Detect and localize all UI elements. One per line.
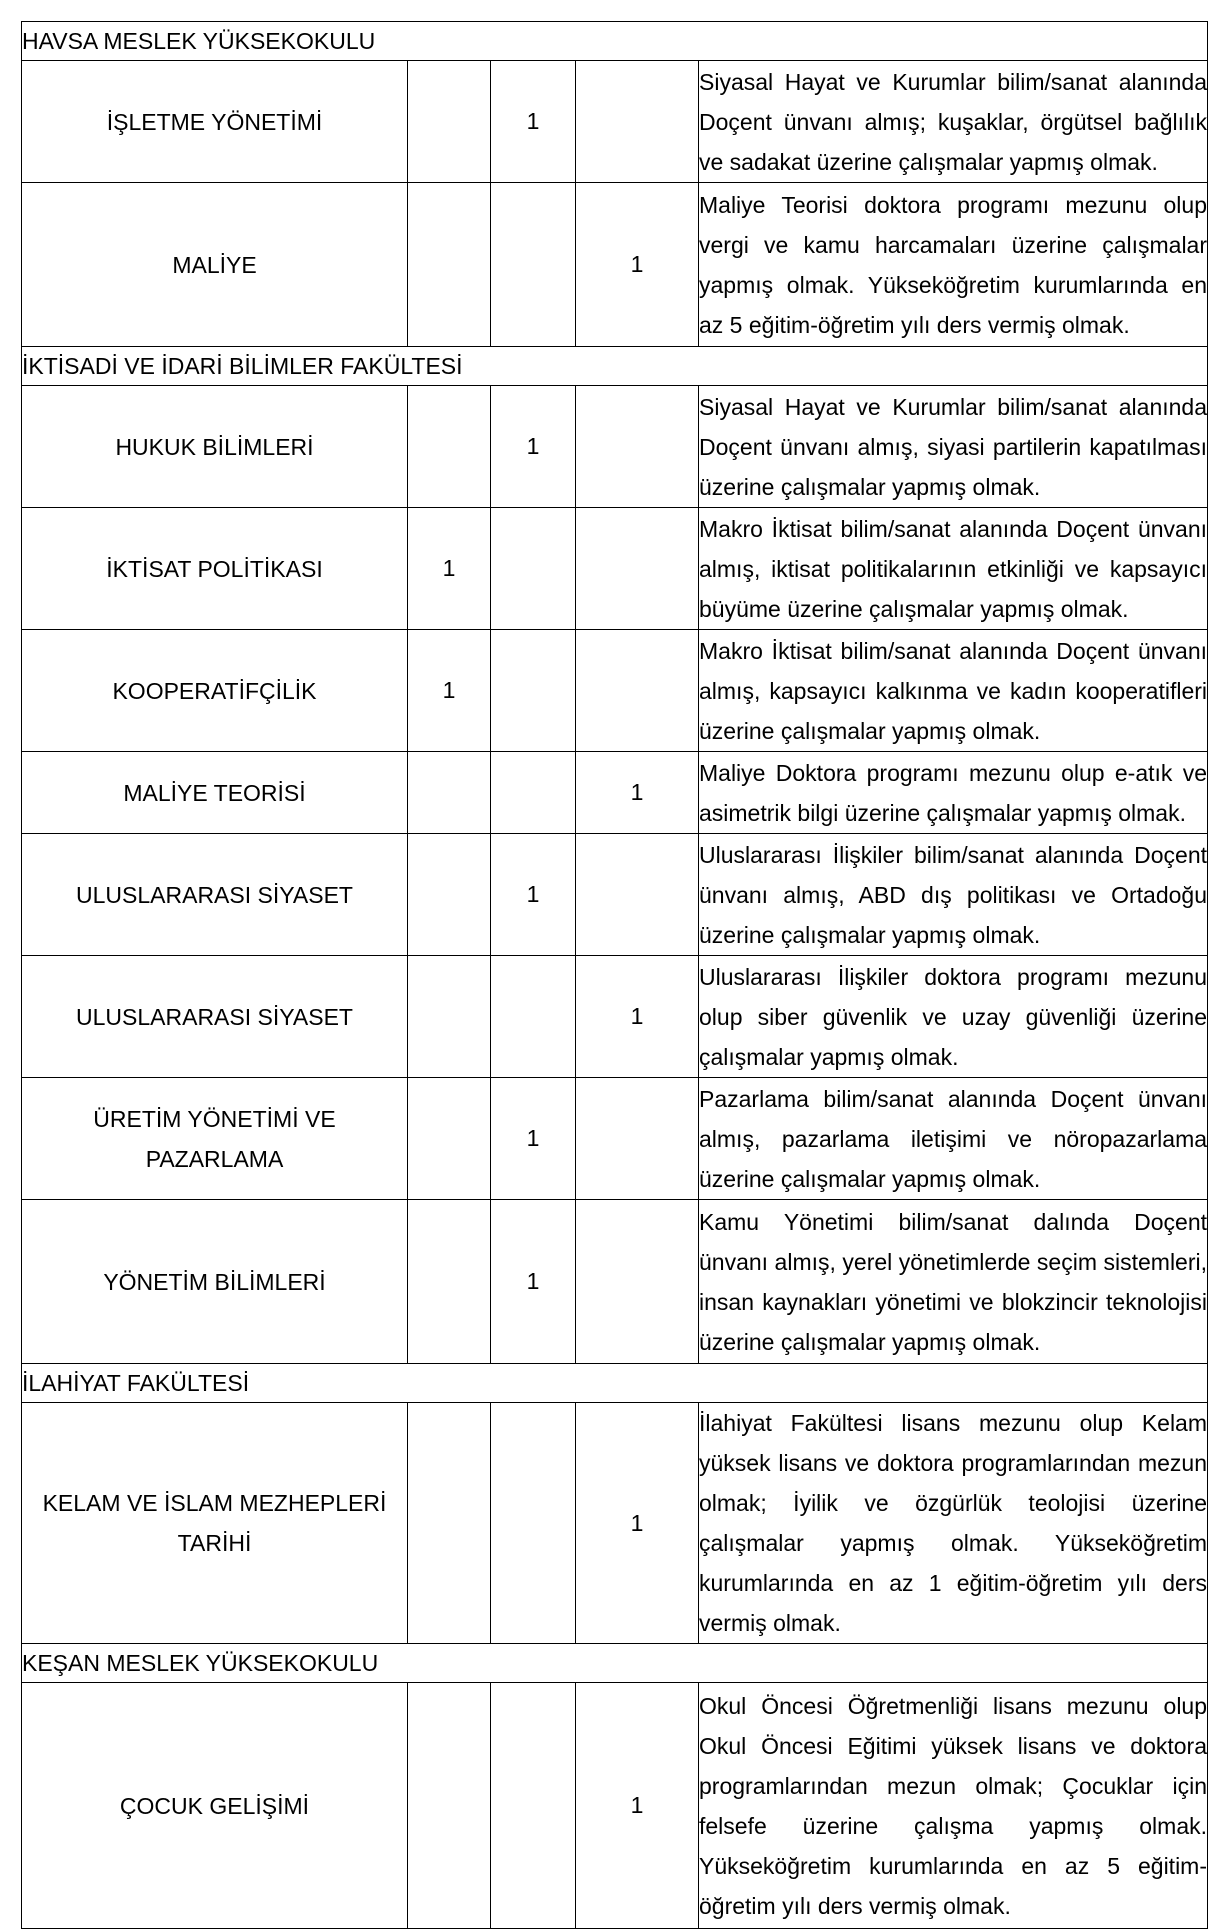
doctor-lecturer-count — [576, 61, 699, 183]
department-name: KOOPERATİFÇİLİK — [22, 630, 408, 752]
table-row — [22, 1683, 1208, 1929]
requirements-text: Siyasal Hayat ve Kurumlar bilim/sanat alanında Doçent ünvanı almış; kuşaklar, örgütsel bağlılık ve sadakat üzerine çalışmalar yapmış olmak. — [699, 61, 1208, 183]
table-row — [22, 834, 1208, 956]
table-row — [22, 630, 1208, 752]
section-header-row — [22, 22, 1208, 61]
section-title: İLAHİYAT FAKÜLTESİ — [22, 1364, 1208, 1403]
requirements-text: Pazarlama bilim/sanat alanında Doçent ünvanı almış, pazarlama iletişimi ve nöropazarlama üzerine çalışmalar yapmış olmak. — [699, 1078, 1208, 1200]
doctor-lecturer-count: 1 — [576, 183, 699, 347]
requirements-text: Kamu Yönetimi bilim/sanat dalında Doçent ünvanı almış, yerel yönetimlerde seçim sistemleri, insan kaynakları yönetimi ve blokzincir teknolojisi üzerine çalışmalar yapmış olmak. — [699, 1200, 1208, 1364]
table-row — [22, 508, 1208, 630]
associate-professor-count: 1 — [491, 1078, 576, 1200]
table-row — [22, 1078, 1208, 1200]
table-row — [22, 386, 1208, 508]
table-row — [22, 1200, 1208, 1364]
table-row — [22, 61, 1208, 183]
doctor-lecturer-count — [576, 508, 699, 630]
department-name: HUKUK BİLİMLERİ — [22, 386, 408, 508]
table-row — [22, 752, 1208, 834]
section-title: İKTİSADİ VE İDARİ BİLİMLER FAKÜLTESİ — [22, 347, 1208, 386]
professor-count — [408, 1200, 491, 1364]
department-name: İKTİSAT POLİTİKASI — [22, 508, 408, 630]
department-name: ULUSLARARASI SİYASET — [22, 956, 408, 1078]
requirements-text: İlahiyat Fakültesi lisans mezunu olup Kelam yüksek lisans ve doktora programlarından mezun olmak; İyilik ve özgürlük teolojisi üzerine çalışmalar yapmış olmak. Yükseköğretim kurumlarında en az 1 eğitim-öğretim yılı ders vermiş olmak. — [699, 1403, 1208, 1644]
doctor-lecturer-count — [576, 1078, 699, 1200]
professor-count — [408, 1683, 491, 1929]
associate-professor-count — [491, 630, 576, 752]
requirements-text: Maliye Doktora programı mezunu olup e-atık ve asimetrik bilgi üzerine çalışmalar yapmış olmak. — [699, 752, 1208, 834]
professor-count — [408, 386, 491, 508]
professor-count — [408, 183, 491, 347]
requirements-text: Uluslararası İlişkiler bilim/sanat alanında Doçent ünvanı almış, ABD dış politikası ve Ortadoğu üzerine çalışmalar yapmış olmak. — [699, 834, 1208, 956]
professor-count — [408, 834, 491, 956]
department-name: ÜRETİM YÖNETİMİ VE PAZARLAMA — [22, 1078, 408, 1200]
professor-count — [408, 1403, 491, 1644]
department-name: ÇOCUK GELİŞİMİ — [22, 1683, 408, 1929]
associate-professor-count — [491, 183, 576, 347]
associate-professor-count: 1 — [491, 834, 576, 956]
requirements-text: Okul Öncesi Öğretmenliği lisans mezunu olup Okul Öncesi Eğitimi yüksek lisans ve doktora programlarından mezun olmak; Çocuklar için felsefe üzerine çalışma yapmış olmak. Yükseköğretim kurumlarında en az 5 eğitim-öğretim yılı ders vermiş olmak. — [699, 1683, 1208, 1929]
table-row — [22, 1403, 1208, 1644]
requirements-text: Makro İktisat bilim/sanat alanında Doçent ünvanı almış, kapsayıcı kalkınma ve kadın kooperatifleri üzerine çalışmalar yapmış olmak. — [699, 630, 1208, 752]
doctor-lecturer-count — [576, 834, 699, 956]
doctor-lecturer-count — [576, 1200, 699, 1364]
associate-professor-count — [491, 1683, 576, 1929]
table-row — [22, 183, 1208, 347]
professor-count: 1 — [408, 630, 491, 752]
associate-professor-count — [491, 1403, 576, 1644]
section-header-row — [22, 1644, 1208, 1683]
professor-count — [408, 956, 491, 1078]
doctor-lecturer-count — [576, 386, 699, 508]
doctor-lecturer-count — [576, 630, 699, 752]
professor-count — [408, 61, 491, 183]
doctor-lecturer-count: 1 — [576, 956, 699, 1078]
department-name: İŞLETME YÖNETİMİ — [22, 61, 408, 183]
requirements-text: Makro İktisat bilim/sanat alanında Doçent ünvanı almış, iktisat politikalarının etkinliği ve kapsayıcı büyüme üzerine çalışmalar yapmış olmak. — [699, 508, 1208, 630]
professor-count — [408, 752, 491, 834]
associate-professor-count: 1 — [491, 1200, 576, 1364]
department-name: YÖNETİM BİLİMLERİ — [22, 1200, 408, 1364]
associate-professor-count — [491, 956, 576, 1078]
requirements-text: Maliye Teorisi doktora programı mezunu olup vergi ve kamu harcamaları üzerine çalışmalar yapmış olmak. Yükseköğretim kurumlarında en az 5 eğitim-öğretim yılı ders vermiş olmak. — [699, 183, 1208, 347]
department-name: MALİYE TEORİSİ — [22, 752, 408, 834]
staff-positions-table — [21, 21, 1208, 1929]
associate-professor-count: 1 — [491, 61, 576, 183]
section-header-row — [22, 1364, 1208, 1403]
doctor-lecturer-count: 1 — [576, 752, 699, 834]
associate-professor-count: 1 — [491, 386, 576, 508]
associate-professor-count — [491, 508, 576, 630]
table-row — [22, 956, 1208, 1078]
doctor-lecturer-count: 1 — [576, 1403, 699, 1644]
section-header-row — [22, 347, 1208, 386]
department-name: MALİYE — [22, 183, 408, 347]
requirements-text: Uluslararası İlişkiler doktora programı mezunu olup siber güvenlik ve uzay güvenliği üzerine çalışmalar yapmış olmak. — [699, 956, 1208, 1078]
professor-count — [408, 1078, 491, 1200]
professor-count: 1 — [408, 508, 491, 630]
section-title: HAVSA MESLEK YÜKSEKOKULU — [22, 22, 1208, 61]
doctor-lecturer-count: 1 — [576, 1683, 699, 1929]
section-title: KEŞAN MESLEK YÜKSEKOKULU — [22, 1644, 1208, 1683]
department-name: KELAM VE İSLAM MEZHEPLERİ TARİHİ — [22, 1403, 408, 1644]
department-name: ULUSLARARASI SİYASET — [22, 834, 408, 956]
associate-professor-count — [491, 752, 576, 834]
requirements-text: Siyasal Hayat ve Kurumlar bilim/sanat alanında Doçent ünvanı almış, siyasi partilerin kapatılması üzerine çalışmalar yapmış olmak. — [699, 386, 1208, 508]
